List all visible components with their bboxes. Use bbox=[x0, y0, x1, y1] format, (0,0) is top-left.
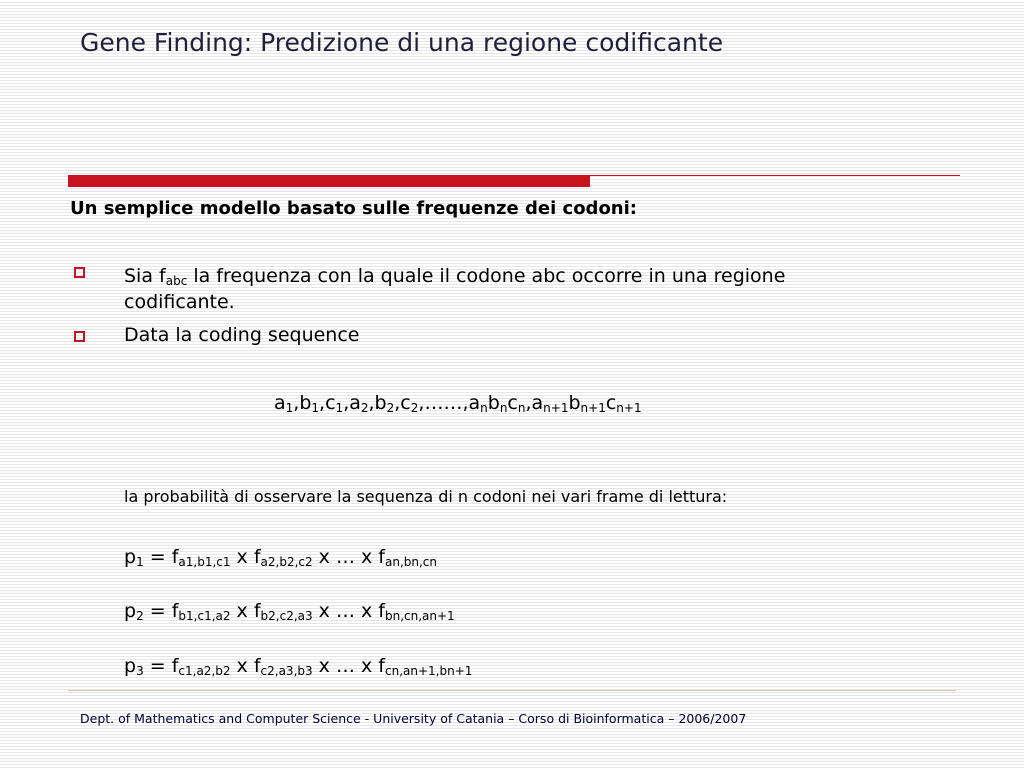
bullet1-text-b: la frequenza con la quale il codone abc occorre in una regione bbox=[187, 265, 786, 287]
subscript: 2 bbox=[386, 401, 395, 415]
bullet-text-2: Data la coding sequence bbox=[124, 324, 360, 346]
subscript: 1 bbox=[335, 401, 344, 415]
subscript: n bbox=[480, 401, 488, 415]
subscript: 2 bbox=[136, 609, 144, 623]
bullet1-subscript: abc bbox=[165, 274, 188, 288]
text-segment: c bbox=[605, 392, 617, 414]
probability-text: la probabilità di osservare la sequenza di n codoni nei vari frame di lettura: bbox=[124, 487, 728, 506]
subscript: 1 bbox=[311, 401, 320, 415]
subscript: bn,cn,an+1 bbox=[384, 609, 455, 623]
text-segment: ,b bbox=[368, 392, 387, 414]
text-segment: b bbox=[487, 392, 500, 414]
subscript: n bbox=[517, 401, 526, 415]
text-segment: x … x f bbox=[312, 655, 385, 677]
slide-title: Gene Finding: Predizione di una regione codificante bbox=[80, 28, 724, 57]
bullet-text-1-line2: codificante. bbox=[124, 291, 235, 313]
subscript: n+1 bbox=[580, 401, 606, 415]
bullet1-text-a: Sia f bbox=[124, 265, 166, 287]
text-segment: x … x f bbox=[312, 600, 385, 622]
footer-text: Dept. of Mathematics and Computer Science - University of Catania – Corso di Bioinformatica – 2006/2007 bbox=[80, 711, 747, 726]
square-bullet-icon bbox=[74, 267, 85, 278]
text-segment: ,c bbox=[394, 392, 411, 414]
title-divider-bar bbox=[68, 175, 590, 187]
title-divider-line bbox=[590, 175, 960, 176]
bullet-text-1 bbox=[124, 263, 785, 289]
subscript: an,bn,cn bbox=[384, 555, 437, 569]
subscript: n+1 bbox=[543, 401, 569, 415]
formula-p1 bbox=[124, 544, 437, 570]
text-segment: ,……,a bbox=[418, 392, 481, 414]
text-segment: b bbox=[568, 392, 581, 414]
subscript: 2 bbox=[360, 401, 369, 415]
subscript: cn,an+1,bn+1 bbox=[384, 664, 473, 678]
square-bullet-icon bbox=[74, 331, 85, 342]
formula-p2 bbox=[124, 598, 455, 624]
subscript: n+1 bbox=[616, 401, 642, 415]
subscript: a2,b2,c2 bbox=[260, 555, 313, 569]
subscript: 1 bbox=[285, 401, 294, 415]
subscript: n bbox=[499, 401, 508, 415]
footer-divider bbox=[68, 690, 956, 691]
subscript: b1,c1,a2 bbox=[178, 609, 231, 623]
section-heading: Un semplice modello basato sulle frequenze dei codoni: bbox=[70, 198, 637, 219]
text-segment: ,c bbox=[319, 392, 336, 414]
text-segment: x f bbox=[230, 655, 261, 677]
subscript: 2 bbox=[410, 401, 419, 415]
text-segment: = f bbox=[143, 546, 179, 568]
text-segment: ,a bbox=[343, 392, 361, 414]
text-segment: p bbox=[124, 655, 137, 677]
subscript: c2,a3,b3 bbox=[260, 664, 313, 678]
subscript: a1,b1,c1 bbox=[178, 555, 231, 569]
text-segment: = f bbox=[143, 655, 179, 677]
text-segment: = f bbox=[143, 600, 179, 622]
text-segment: p bbox=[124, 600, 137, 622]
subscript: b2,c2,a3 bbox=[260, 609, 313, 623]
text-segment: x … x f bbox=[312, 546, 385, 568]
subscript: c1,a2,b2 bbox=[178, 664, 231, 678]
text-segment: x f bbox=[230, 600, 261, 622]
subscript: 3 bbox=[136, 664, 144, 678]
text-segment: c bbox=[507, 392, 518, 414]
text-segment: a bbox=[274, 392, 286, 414]
text-segment: x f bbox=[230, 546, 261, 568]
text-segment: ,b bbox=[293, 392, 312, 414]
formula-p3 bbox=[124, 653, 472, 679]
coding-sequence bbox=[274, 390, 642, 416]
text-segment: ,a bbox=[525, 392, 544, 414]
text-segment: p bbox=[124, 546, 137, 568]
subscript: 1 bbox=[136, 555, 144, 569]
